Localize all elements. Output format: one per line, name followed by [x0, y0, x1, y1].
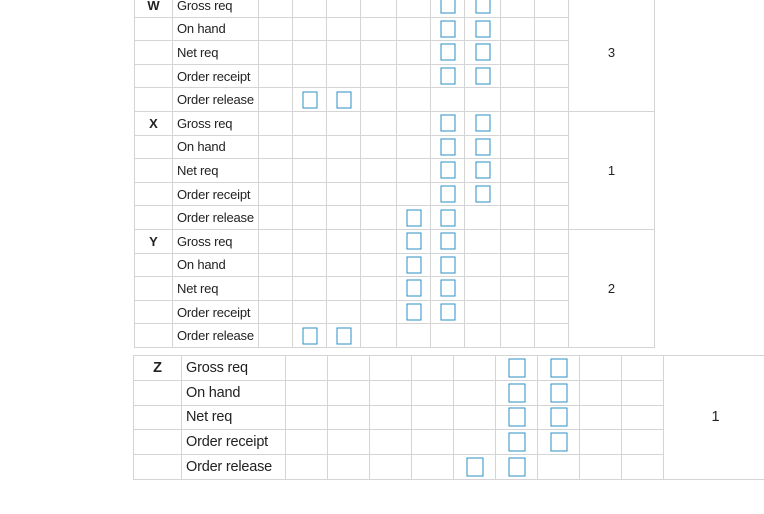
period-cell [327, 17, 361, 41]
item-code: Y [135, 229, 173, 253]
row-label: Order receipt [173, 64, 259, 88]
item-code-empty [135, 17, 173, 41]
period-cell [412, 430, 454, 455]
item-code-empty [134, 380, 182, 405]
row-label: Order release [182, 455, 286, 480]
period-cell [259, 206, 293, 230]
item-code-empty [135, 277, 173, 301]
item-code: Z [134, 356, 182, 381]
period-cell [370, 455, 412, 480]
period-cell [293, 206, 327, 230]
period-cell [431, 64, 465, 88]
period-cell [496, 430, 538, 455]
period-cell [293, 88, 327, 112]
period-cell [370, 356, 412, 381]
period-cell [259, 17, 293, 41]
period-cell [535, 206, 569, 230]
period-cell [535, 300, 569, 324]
period-cell [361, 253, 397, 277]
period-cell [535, 324, 569, 348]
period-cell [327, 135, 361, 159]
period-cell [622, 430, 664, 455]
period-cell [293, 0, 327, 17]
answer-input[interactable] [508, 408, 525, 427]
period-cell [465, 17, 501, 41]
period-cell [535, 17, 569, 41]
period-cell [535, 277, 569, 301]
period-cell [328, 356, 370, 381]
answer-input[interactable] [440, 138, 455, 155]
period-cell [397, 229, 431, 253]
period-cell [328, 430, 370, 455]
period-cell [293, 135, 327, 159]
answer-input[interactable] [550, 383, 567, 402]
period-cell [535, 0, 569, 17]
answer-input[interactable] [406, 209, 421, 226]
period-cell [431, 206, 465, 230]
period-cell [397, 277, 431, 301]
answer-input[interactable] [302, 327, 317, 344]
period-cell [397, 0, 431, 17]
item-code-empty [134, 405, 182, 430]
period-cell [286, 405, 328, 430]
period-cell [397, 182, 431, 206]
period-cell [465, 324, 501, 348]
period-cell [431, 135, 465, 159]
answer-input[interactable] [508, 433, 525, 452]
period-cell [361, 0, 397, 17]
period-cell [293, 324, 327, 348]
period-cell [293, 17, 327, 41]
answer-input[interactable] [440, 256, 455, 273]
period-cell [397, 324, 431, 348]
period-cell [361, 41, 397, 65]
period-cell [501, 135, 535, 159]
row-label: Gross req [173, 111, 259, 135]
answer-input[interactable] [406, 304, 421, 321]
period-cell [327, 88, 361, 112]
period-cell [538, 430, 580, 455]
period-cell [397, 88, 431, 112]
period-cell [328, 380, 370, 405]
period-cell [501, 300, 535, 324]
period-cell [465, 206, 501, 230]
period-cell [327, 277, 361, 301]
period-cell [496, 455, 538, 480]
period-cell [535, 64, 569, 88]
row-label: Net req [173, 41, 259, 65]
period-cell [501, 229, 535, 253]
period-cell [535, 229, 569, 253]
row-label: Gross req [182, 356, 286, 381]
period-cell [327, 300, 361, 324]
period-cell [327, 253, 361, 277]
answer-input[interactable] [440, 209, 455, 226]
row-label: Order receipt [182, 430, 286, 455]
period-cell [327, 159, 361, 183]
period-cell [361, 159, 397, 183]
period-cell [538, 356, 580, 381]
period-cell [361, 17, 397, 41]
answer-input[interactable] [406, 256, 421, 273]
row-label: Order receipt [173, 300, 259, 324]
answer-input[interactable] [302, 91, 317, 108]
period-cell [535, 135, 569, 159]
period-cell [454, 405, 496, 430]
period-cell [501, 277, 535, 301]
period-cell [397, 41, 431, 65]
period-cell [535, 88, 569, 112]
period-cell [259, 41, 293, 65]
period-cell [431, 300, 465, 324]
row-label: Gross req [173, 229, 259, 253]
period-cell [361, 277, 397, 301]
item-quantity: 3 [569, 0, 655, 111]
period-cell [454, 380, 496, 405]
period-cell [397, 253, 431, 277]
period-cell [397, 111, 431, 135]
answer-input[interactable] [475, 162, 490, 179]
period-cell [431, 324, 465, 348]
period-cell [538, 380, 580, 405]
period-cell [501, 64, 535, 88]
period-cell [431, 41, 465, 65]
period-cell [361, 324, 397, 348]
item-code-empty [135, 206, 173, 230]
period-cell [361, 111, 397, 135]
answer-input[interactable] [508, 358, 525, 377]
mrp-table-bottom-body [134, 356, 764, 480]
period-cell [465, 41, 501, 65]
period-cell [431, 182, 465, 206]
period-cell [286, 356, 328, 381]
answer-input[interactable] [440, 186, 455, 203]
period-cell [454, 430, 496, 455]
period-cell [286, 380, 328, 405]
period-cell [465, 111, 501, 135]
item-code-empty [135, 253, 173, 277]
answer-input[interactable] [440, 68, 455, 85]
row-label: Gross req [173, 0, 259, 17]
answer-input[interactable] [336, 91, 351, 108]
period-cell [501, 182, 535, 206]
answer-input[interactable] [466, 458, 483, 477]
period-cell [465, 229, 501, 253]
period-cell [580, 380, 622, 405]
period-cell [412, 356, 454, 381]
row-label: On hand [182, 380, 286, 405]
period-cell [496, 356, 538, 381]
period-cell [259, 300, 293, 324]
period-cell [397, 300, 431, 324]
item-code-empty [135, 64, 173, 88]
period-cell [501, 159, 535, 183]
answer-input[interactable] [440, 233, 455, 250]
period-cell [431, 229, 465, 253]
period-cell [361, 182, 397, 206]
period-cell [293, 300, 327, 324]
item-quantity: 1 [664, 356, 764, 480]
answer-input[interactable] [440, 0, 455, 14]
period-cell [328, 405, 370, 430]
answer-input[interactable] [406, 280, 421, 297]
period-cell [361, 300, 397, 324]
period-cell [535, 41, 569, 65]
period-cell [293, 229, 327, 253]
row-label: On hand [173, 17, 259, 41]
period-cell [465, 277, 501, 301]
period-cell [465, 135, 501, 159]
period-cell [465, 159, 501, 183]
period-cell [259, 324, 293, 348]
period-cell [454, 455, 496, 480]
answer-input[interactable] [475, 44, 490, 61]
period-cell [622, 380, 664, 405]
period-cell [465, 253, 501, 277]
item-code-empty [135, 324, 173, 348]
answer-input[interactable] [475, 115, 490, 132]
period-cell [580, 405, 622, 430]
period-cell [501, 253, 535, 277]
period-cell [535, 253, 569, 277]
answer-input[interactable] [440, 115, 455, 132]
period-cell [259, 0, 293, 17]
answer-input[interactable] [440, 162, 455, 179]
period-cell [397, 64, 431, 88]
item-code-empty [135, 135, 173, 159]
period-cell [293, 41, 327, 65]
period-cell [370, 405, 412, 430]
mrp-row [135, 0, 655, 17]
mrp-row [134, 356, 764, 381]
period-cell [622, 356, 664, 381]
period-cell [501, 206, 535, 230]
period-cell [293, 182, 327, 206]
period-cell [465, 182, 501, 206]
period-cell [501, 88, 535, 112]
period-cell [465, 88, 501, 112]
answer-input[interactable] [550, 358, 567, 377]
period-cell [501, 0, 535, 17]
period-cell [501, 17, 535, 41]
mrp-row [135, 111, 655, 135]
period-cell [431, 88, 465, 112]
answer-input[interactable] [475, 138, 490, 155]
mrp-row [135, 229, 655, 253]
period-cell [538, 405, 580, 430]
mrp-table-bottom [133, 355, 764, 480]
period-cell [501, 41, 535, 65]
mrp-table-top-body [135, 0, 655, 347]
period-cell [293, 111, 327, 135]
item-code-empty [134, 430, 182, 455]
item-code-empty [134, 455, 182, 480]
row-label: On hand [173, 135, 259, 159]
period-cell [328, 455, 370, 480]
period-cell [293, 277, 327, 301]
answer-input[interactable] [508, 458, 525, 477]
period-cell [622, 405, 664, 430]
period-cell [361, 206, 397, 230]
period-cell [412, 455, 454, 480]
period-cell [327, 41, 361, 65]
period-cell [412, 380, 454, 405]
answer-input[interactable] [475, 0, 490, 14]
period-cell [501, 111, 535, 135]
period-cell [412, 405, 454, 430]
period-cell [538, 455, 580, 480]
period-cell [580, 430, 622, 455]
row-label: Order release [173, 324, 259, 348]
period-cell [431, 159, 465, 183]
period-cell [286, 455, 328, 480]
period-cell [327, 111, 361, 135]
answer-input[interactable] [475, 186, 490, 203]
period-cell [580, 455, 622, 480]
item-code-empty [135, 300, 173, 324]
row-label: Order receipt [173, 182, 259, 206]
period-cell [361, 135, 397, 159]
answer-input[interactable] [550, 433, 567, 452]
period-cell [259, 253, 293, 277]
answer-input[interactable] [336, 327, 351, 344]
period-cell [431, 0, 465, 17]
period-cell [535, 111, 569, 135]
row-label: Net req [173, 159, 259, 183]
period-cell [293, 159, 327, 183]
row-label: Net req [173, 277, 259, 301]
answer-input[interactable] [440, 304, 455, 321]
period-cell [465, 300, 501, 324]
period-cell [259, 159, 293, 183]
row-label: Order release [173, 206, 259, 230]
row-label: Order release [173, 88, 259, 112]
period-cell [431, 111, 465, 135]
item-code: X [135, 111, 173, 135]
period-cell [361, 64, 397, 88]
period-cell [327, 206, 361, 230]
period-cell [293, 253, 327, 277]
row-label: Net req [182, 405, 286, 430]
period-cell [259, 64, 293, 88]
period-cell [535, 159, 569, 183]
answer-input[interactable] [550, 408, 567, 427]
period-cell [286, 430, 328, 455]
answer-input[interactable] [406, 233, 421, 250]
period-cell [496, 405, 538, 430]
row-label: On hand [173, 253, 259, 277]
period-cell [293, 64, 327, 88]
period-cell [327, 0, 361, 17]
period-cell [397, 159, 431, 183]
period-cell [397, 135, 431, 159]
period-cell [431, 17, 465, 41]
period-cell [327, 64, 361, 88]
period-cell [454, 356, 496, 381]
period-cell [622, 455, 664, 480]
mrp-table-top [134, 0, 655, 348]
period-cell [465, 64, 501, 88]
period-cell [327, 324, 361, 348]
answer-input[interactable] [440, 20, 455, 37]
answer-input[interactable] [440, 280, 455, 297]
period-cell [397, 17, 431, 41]
period-cell [501, 324, 535, 348]
answer-input[interactable] [440, 44, 455, 61]
period-cell [361, 88, 397, 112]
period-cell [259, 229, 293, 253]
period-cell [535, 182, 569, 206]
period-cell [496, 380, 538, 405]
item-quantity: 2 [569, 229, 655, 347]
period-cell [259, 111, 293, 135]
period-cell [259, 135, 293, 159]
period-cell [327, 182, 361, 206]
item-code-empty [135, 182, 173, 206]
item-code: W [135, 0, 173, 17]
period-cell [259, 182, 293, 206]
period-cell [465, 0, 501, 17]
period-cell [431, 253, 465, 277]
period-cell [370, 380, 412, 405]
period-cell [327, 229, 361, 253]
answer-input[interactable] [475, 68, 490, 85]
item-quantity: 1 [569, 111, 655, 229]
period-cell [259, 277, 293, 301]
period-cell [361, 229, 397, 253]
answer-input[interactable] [475, 20, 490, 37]
period-cell [259, 88, 293, 112]
answer-input[interactable] [508, 383, 525, 402]
item-code-empty [135, 41, 173, 65]
period-cell [397, 206, 431, 230]
period-cell [431, 277, 465, 301]
period-cell [580, 356, 622, 381]
period-cell [370, 430, 412, 455]
item-code-empty [135, 88, 173, 112]
item-code-empty [135, 159, 173, 183]
